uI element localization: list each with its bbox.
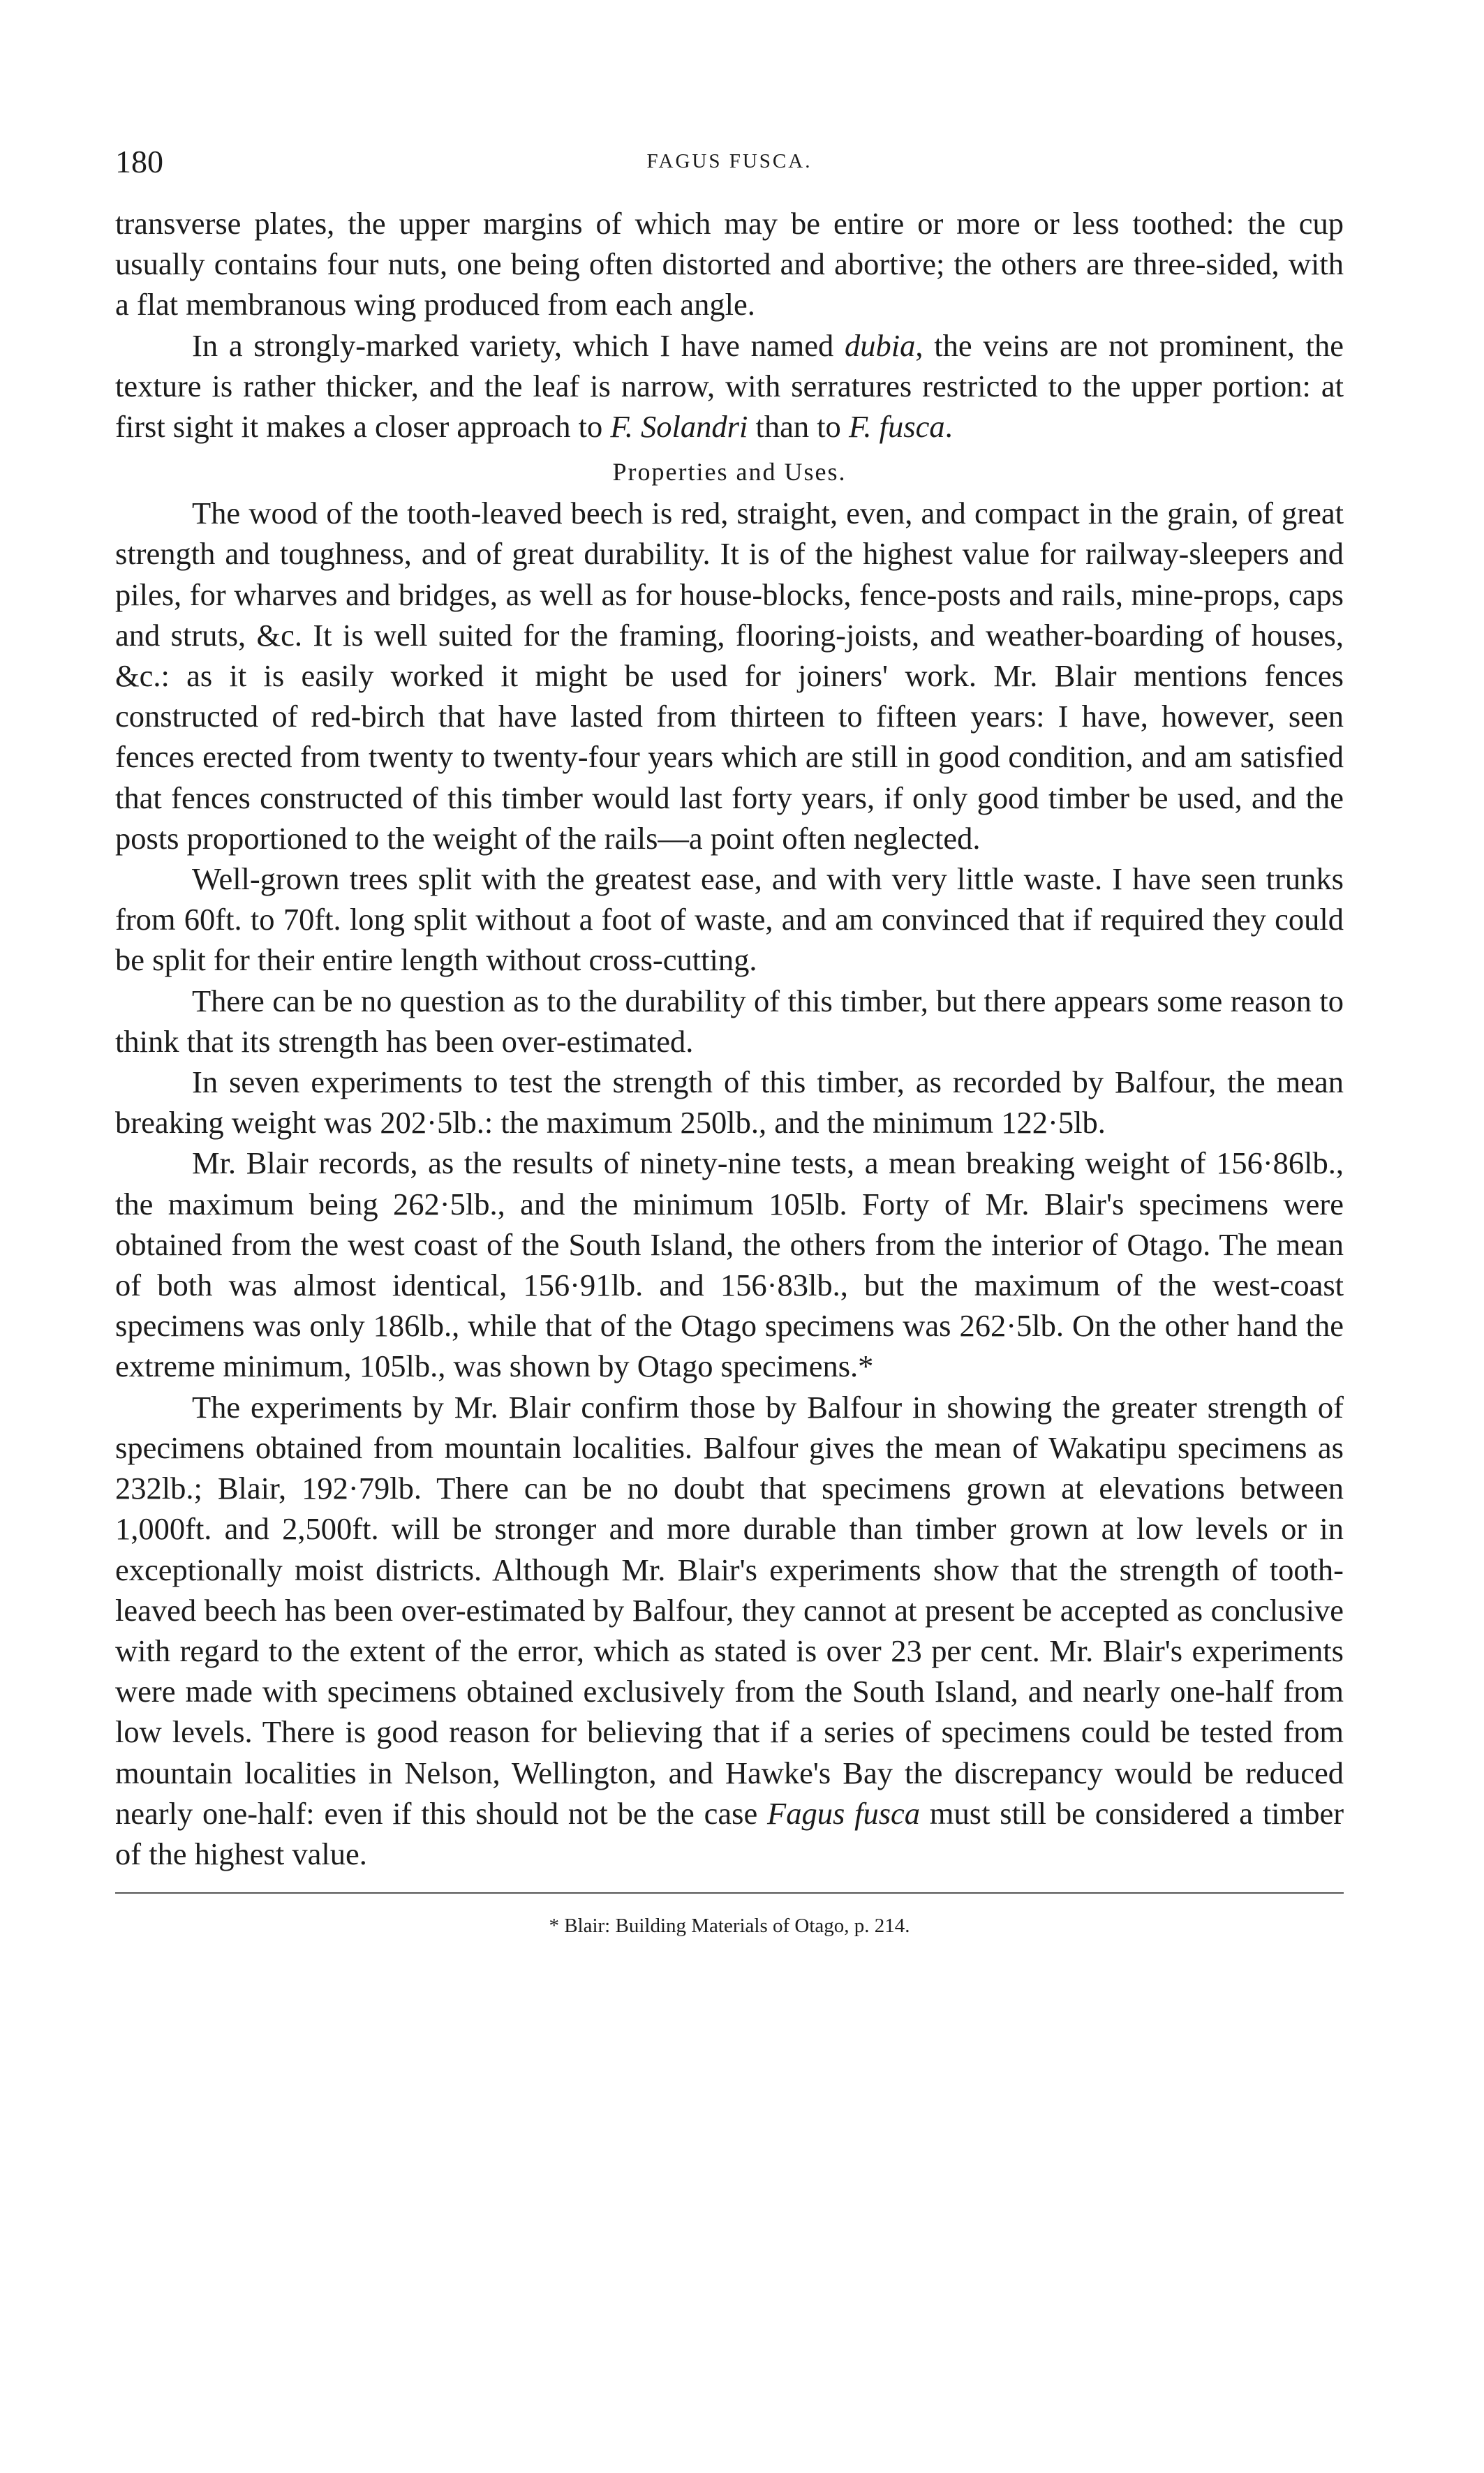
paragraph-variety: [115, 325, 1344, 447]
body-text: [115, 203, 1344, 1874]
paragraph-durability: There can be no question as to the durability of this timber, but there appears some reason to think that its strength has been over-estimated.: [115, 983, 1344, 1059]
paragraph-wood: The wood of the tooth-leaved beech is red, straight, even, and compact in the grain, of great strength and toughness, and of great durability. It is of the highest value for railway-sleepers and piles, for wharves and bridges, as well as for house-blocks, fence-posts and rails, mine-props, caps and struts, &c. It is well suited for the framing, flooring-joists, and weather-boarding of houses, &c.: as it is easily worked it might be used for joiners' work. Mr. Blair mentions fences constructed of red-birch that have lasted from thirteen to fifteen years: I have, however, seen fences erected from twenty to twenty-four years which are still in good condition, and am satisfied that fences constructed of this timber would last forty years, if only good timber be used, and the posts proportioned to the weight of the rails—a point often neglected.: [115, 496, 1344, 856]
book-page: [115, 143, 1344, 1938]
paragraph-balfour: In seven experiments to test the strength of this timber, as recorded by Balfour, the mean breaking weight was 202·5lb.: the maximum 250lb., and the minimum 122·5lb.: [115, 1064, 1344, 1141]
text-run: .: [944, 409, 953, 445]
paragraph-continuation: transverse plates, the upper margins of which may be entire or more or less toothed: the cup usually contains four nuts, one being often distorted and abortive; the others are three-sided, with a flat membranous wing produced from each angle.: [115, 206, 1344, 322]
footnote-divider: [115, 1892, 1344, 1894]
paragraph-experiments: [115, 1387, 1344, 1874]
text-run: , the veins are not prominent, the texture is rather thicker, and the leaf is narrow, with serratures restricted to the upper portion: at first sight it makes a closer approach to: [115, 327, 1344, 445]
running-title: FAGUS FUSCA.: [646, 150, 813, 172]
page-number: 180: [115, 144, 163, 179]
text-run: In a strongly-marked variety, which I have named: [192, 327, 845, 363]
species-name: Fagus fusca: [767, 1795, 921, 1831]
paragraph-split: Well-grown trees split with the greatest ease, and with very little waste. I have seen trunks from 60ft. to 70ft. long split without a foot of waste, and am convinced that if required they could be split for their entire length without cross-cutting.: [115, 861, 1344, 978]
variety-name: dubia: [845, 327, 916, 363]
section-heading: Properties and Uses.: [612, 458, 847, 487]
text-run: must still be considered a timber of the highest value.: [115, 1795, 1344, 1871]
species-name: F. fusca: [848, 409, 945, 445]
text-run: than to: [748, 409, 849, 445]
species-name: F. Solandri: [610, 409, 748, 445]
text-run: The experiments by Mr. Blair confirm those by Balfour in showing the greater strength of specimens obtained from mountain localities. Balfour gives the mean of Wakatipu specimens as 232lb.; Blair, 192·79lb. There can be no doubt that specimens grown at elevations between 1,000ft. and 2,500ft. will be stronger and more durable than timber grown at low levels or in exceptionally moist districts. Although Mr. Blair's experiments show that the strength of tooth-leaved beech has been over-estimated by Balfour, they cannot at present be accepted as conclusive with regard to the extent of the error, which as stated is over 23 per cent. Mr. Blair's experiments were made with specimens obtained exclusively from the South Island, and nearly one-half from low levels. There is good reason for believing that if a series of specimens could be tested from mountain localities in Nelson, Wellington, and Hawke's Bay the discrepancy would be reduced nearly one-half: even if this should not be the case: [115, 1389, 1344, 1831]
footnote: * Blair: Building Materials of Otago, p. 214.: [549, 1915, 910, 1938]
running-head: [115, 143, 1344, 188]
paragraph-blair: Mr. Blair records, as the results of ninety-nine tests, a mean breaking weight of 156·86lb., the maximum being 262·5lb., and the minimum 105lb. Forty of Mr. Blair's specimens were obtained from the west coast of the South Island, the others from the interior of Otago. The mean of both was almost identical, 156·91lb. and 156·83lb., but the maximum of the west-coast specimens was only 186lb., while that of the Otago specimens was 262·5lb. On the other hand the extreme minimum, 105lb., was shown by Otago specimens.*: [115, 1145, 1344, 1384]
